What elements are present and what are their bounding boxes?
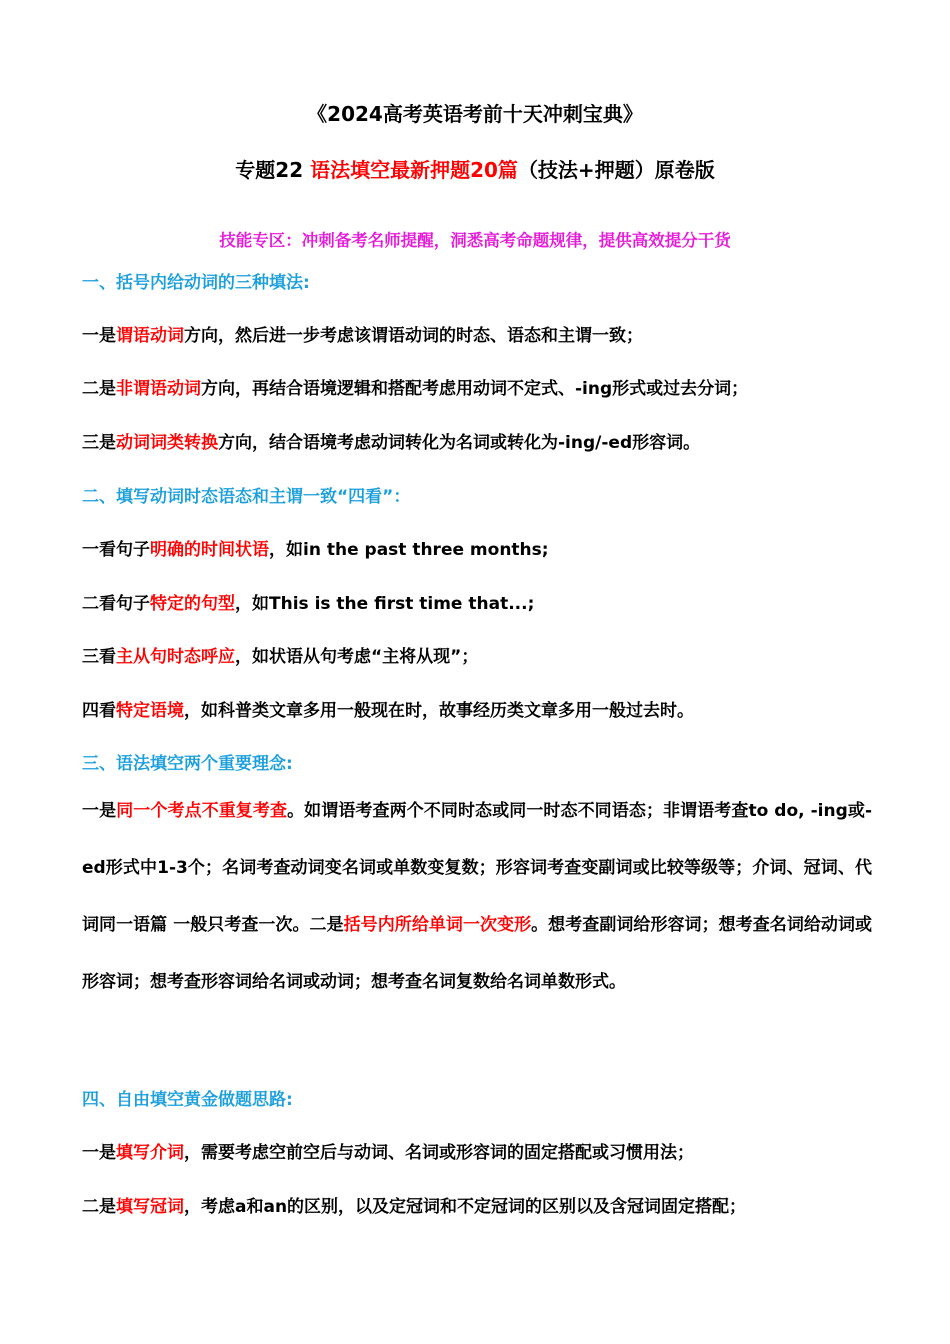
- subtitle-prefix: 专题22: [235, 158, 311, 182]
- subtitle-suffix: （技法+押题）原卷版: [517, 158, 715, 182]
- line-text: 方向，结合语境考虑动词转化为名词或转化为-ing/-ed形容词。: [218, 433, 701, 453]
- section-1-line-2: [82, 374, 872, 399]
- line-keyword: 动词词类转换: [116, 433, 218, 453]
- line-keyword: 主从句时态呼应: [116, 647, 235, 667]
- line-text: ，如This is the first time that...;: [235, 594, 535, 614]
- doc-subtitle: [0, 154, 950, 183]
- subtitle-highlight: 语法填空最新押题20篇: [310, 158, 518, 182]
- section-2-heading: 二、填写动词时态语态和主谓一致“四看”：: [82, 487, 411, 507]
- section-4-line-1: [82, 1138, 872, 1163]
- line-lead: 三是: [82, 433, 116, 453]
- line-text: ，如in the past three months;: [269, 540, 549, 560]
- line-lead: 一是: [82, 326, 116, 346]
- line-lead: 三看: [82, 647, 116, 667]
- section-2-line-3: [82, 642, 872, 667]
- line-keyword: 特定的句型: [150, 594, 235, 614]
- section-2-line-1: [82, 535, 872, 560]
- line-keyword: 谓语动词: [116, 326, 184, 346]
- line-text: ，需要考虑空前空后与动词、名词或形容词的固定搭配或习惯用法；: [184, 1143, 694, 1163]
- line-text: 方向，再结合语境逻辑和搭配考虑用动词不定式、-ing形式或过去分词；: [201, 379, 749, 399]
- line-text: 方向，然后进一步考虑该谓语动词的时态、语态和主谓一致；: [184, 326, 643, 346]
- section-4-heading: 四、自由填空黄金做题思路:: [82, 1090, 293, 1110]
- line-keyword: 明确的时间状语: [150, 540, 269, 560]
- line-lead: 二是: [82, 1197, 116, 1217]
- skill-tip: 技能专区：冲刺备考名师提醒，洞悉高考命题规律，提供高效提分干货: [219, 231, 731, 250]
- section-1-line-1: [82, 321, 872, 346]
- line-keyword: 特定语境: [116, 701, 184, 721]
- line-lead: 二是: [82, 379, 116, 399]
- line-text: ，考虑a和an的区别，以及定冠词和不定冠词的区别以及含冠词固定搭配；: [184, 1197, 747, 1217]
- line-keyword: 非谓语动词: [116, 379, 201, 399]
- line-lead: 一看句子: [82, 540, 150, 560]
- para-text-2: 。想考查副词给形容词；想考查名词给动词或形容词；想考查形容词给名词或动词；想考查名词复数给名词单数形式。: [82, 915, 872, 992]
- line-lead: 四看: [82, 701, 116, 721]
- doc-title: 《2024高考英语考前十天冲刺宝典》: [307, 102, 643, 126]
- line-lead: 二看句子: [82, 594, 150, 614]
- line-text: ，如科普类文章多用一般现在时，故事经历类文章多用一般过去时。: [184, 701, 694, 721]
- para-text-1: 。如谓语考查两个不同时态或同一时态不同语态；非谓语考查to do, -ing或-ed形式中1-3个；名词考查动词变名词或单数变复数；形容词考查变副词或比较等级等；介词、冠词、代词同一语篇 一般只考查一次。二是: [82, 801, 872, 935]
- para-keyword-1: 同一个考点不重复考查: [116, 801, 288, 821]
- line-keyword: 填写冠词: [116, 1197, 184, 1217]
- section-2-line-2: [82, 589, 872, 614]
- section-2-line-4: [82, 696, 872, 721]
- section-4-line-2: [82, 1192, 872, 1217]
- section-3-paragraph: [82, 783, 872, 1011]
- section-3-heading: 三、语法填空两个重要理念:: [82, 754, 293, 774]
- section-1-line-3: [82, 428, 872, 453]
- line-lead: 一是: [82, 1143, 116, 1163]
- para-keyword-2: 括号内所给单词一次变形: [343, 915, 532, 935]
- line-keyword: 填写介词: [116, 1143, 184, 1163]
- section-1-heading: 一、括号内给动词的三种填法:: [82, 273, 310, 293]
- para-lead: 一是: [82, 801, 117, 821]
- line-text: ，如状语从句考虑“主将从现”；: [235, 647, 479, 667]
